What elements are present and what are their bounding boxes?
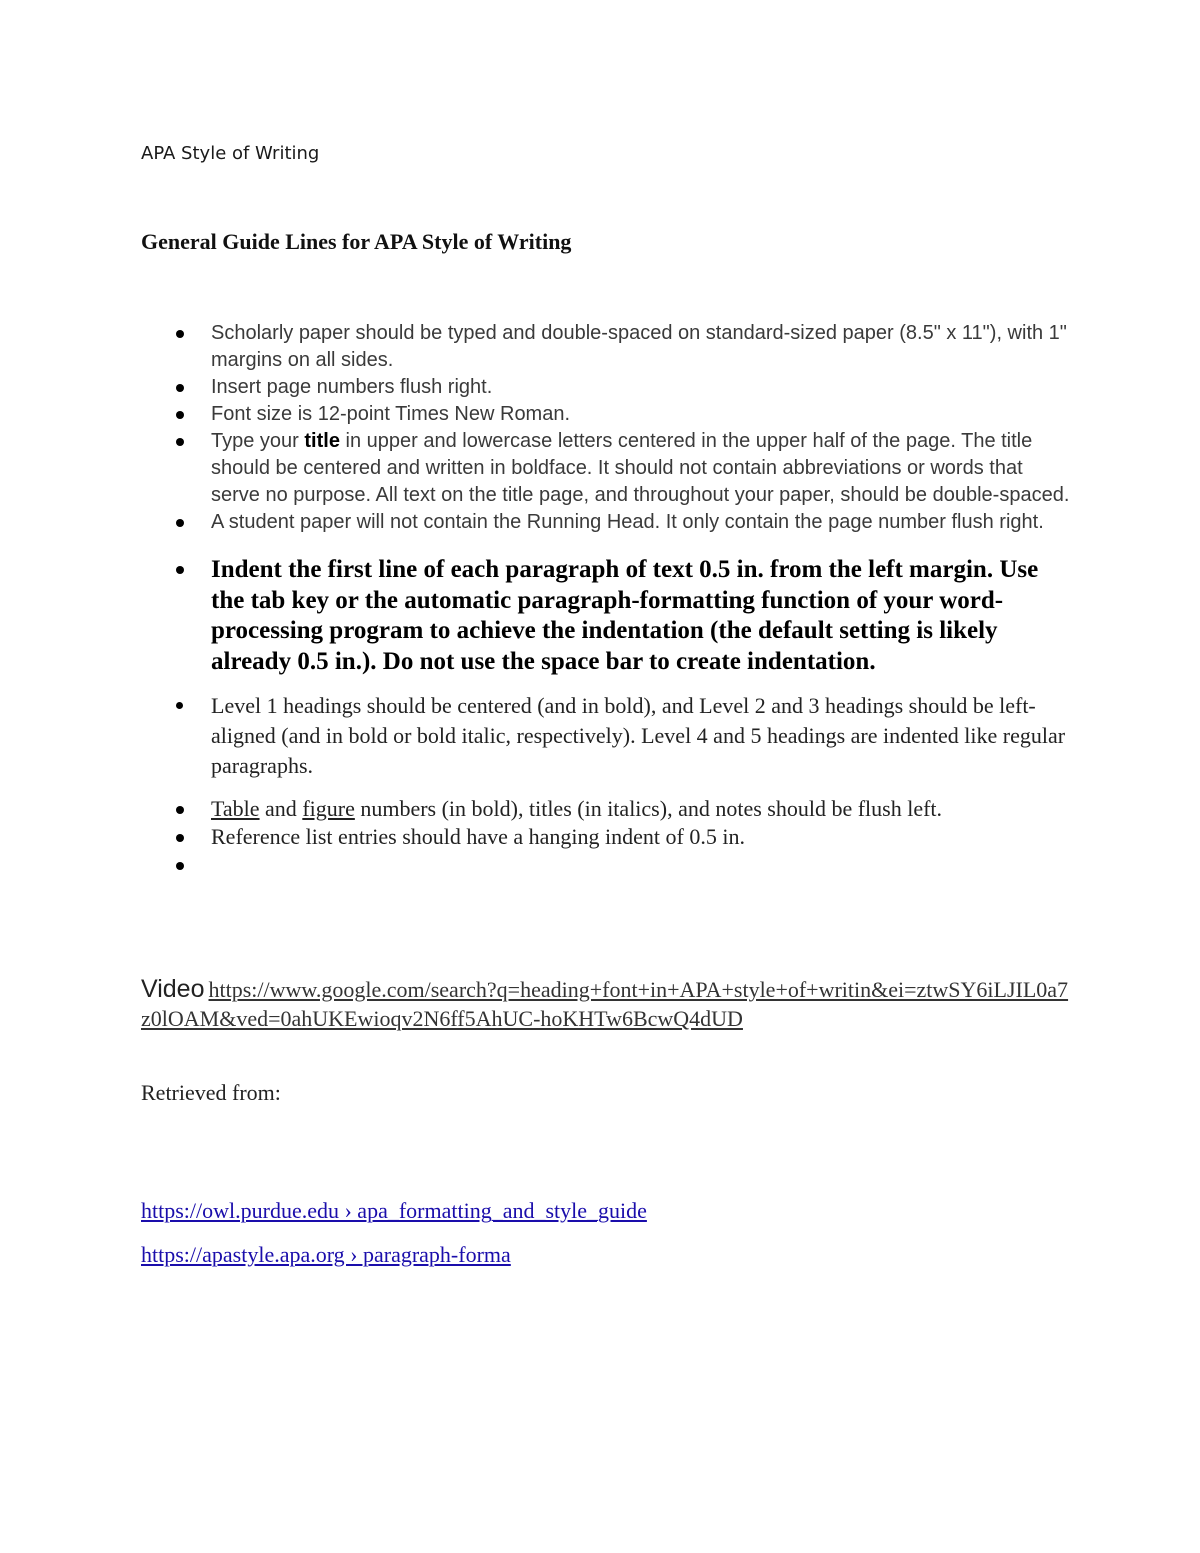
list-item-text: Scholarly paper should be typed and double-spaced on standard-sized paper (8.5" x 11"), with 1" margins on all sides.: [211, 322, 1067, 371]
list-item: [141, 795, 1071, 823]
list-item: [141, 851, 1071, 879]
video-link[interactable]: https://www.google.com/search?q=heading+font+in+APA+style+of+writin&ei=ztwSY6iLJIL0a7z0lOAM&ved=0ahUKEwioqv2N6ff5AhUC-hoKHTw6BcwQ4dUD: [141, 977, 1069, 1031]
list-item: [141, 428, 1071, 509]
bullet-icon: [176, 834, 184, 842]
video-label: Video: [141, 975, 205, 1003]
list-item-text: numbers (in bold), titles (in italics), and notes should be flush left.: [354, 796, 943, 821]
list-item-text: Font size is 12-point Times New Roman.: [211, 403, 571, 425]
main-heading: General Guide Lines for APA Style of Writing: [141, 229, 572, 254]
list-item-text: Indent the first line of each paragraph of text 0.5 in. from the left margin. Use the tab key or the automatic paragraph-formatting function of your word-processing program to achieve the indentation (the default setting is likely already 0.5 in.). Do not use the space bar to create indentation.: [211, 556, 1039, 675]
list-item-text: Reference list entries should have a hanging indent of 0.5 in.: [211, 824, 745, 849]
list-item-text: Type your: [211, 430, 305, 452]
bullet-icon: [176, 566, 184, 574]
title-keyword: title: [304, 430, 340, 452]
bullet-icon: [176, 411, 184, 419]
list-item-text: and: [259, 796, 303, 821]
list-item: [141, 691, 1071, 781]
bullet-icon: [176, 862, 184, 870]
list-item-text: Insert page numbers flush right.: [211, 376, 493, 398]
bullet-icon: [176, 702, 183, 709]
video-section: [141, 975, 1071, 1033]
list-item-text: Level 1 headings should be centered (and in bold), and Level 2 and 3 headings should be left-aligned (and in bold or bold italic, respectively). Level 4 and 5 headings are indented like regular paragraphs.: [211, 693, 1066, 778]
list-item: [141, 401, 1071, 428]
apastyle-link[interactable]: https://apastyle.apa.org › paragraph-forma: [141, 1242, 511, 1267]
guideline-list: [141, 320, 1071, 879]
list-item: [141, 320, 1071, 374]
bullet-icon: [176, 384, 184, 392]
figure-link[interactable]: figure: [302, 796, 355, 821]
document-header-title: APA Style of Writing: [141, 143, 320, 164]
list-item-text: A student paper will not contain the Running Head. It only contain the page number flush right.: [211, 511, 1044, 533]
bullet-icon: [176, 330, 184, 338]
purdue-owl-link[interactable]: https://owl.purdue.edu › apa_formatting_and_style_guide: [141, 1198, 647, 1223]
list-item: [141, 823, 1071, 851]
retrieved-from-label: Retrieved from:: [141, 1080, 281, 1105]
table-link[interactable]: Table: [211, 796, 260, 821]
bullet-icon: [176, 519, 184, 527]
list-item-text: in upper and lowercase letters centered in the upper half of the page. The title should be centered and written in boldface. It should not contain abbreviations or words that serve no purpose. All text on the title page, and throughout your paper, should be double-spaced.: [211, 430, 1070, 506]
list-item: [141, 509, 1071, 536]
bullet-icon: [176, 806, 184, 814]
bullet-icon: [176, 438, 184, 446]
list-item: [141, 555, 1071, 677]
list-item: [141, 374, 1071, 401]
